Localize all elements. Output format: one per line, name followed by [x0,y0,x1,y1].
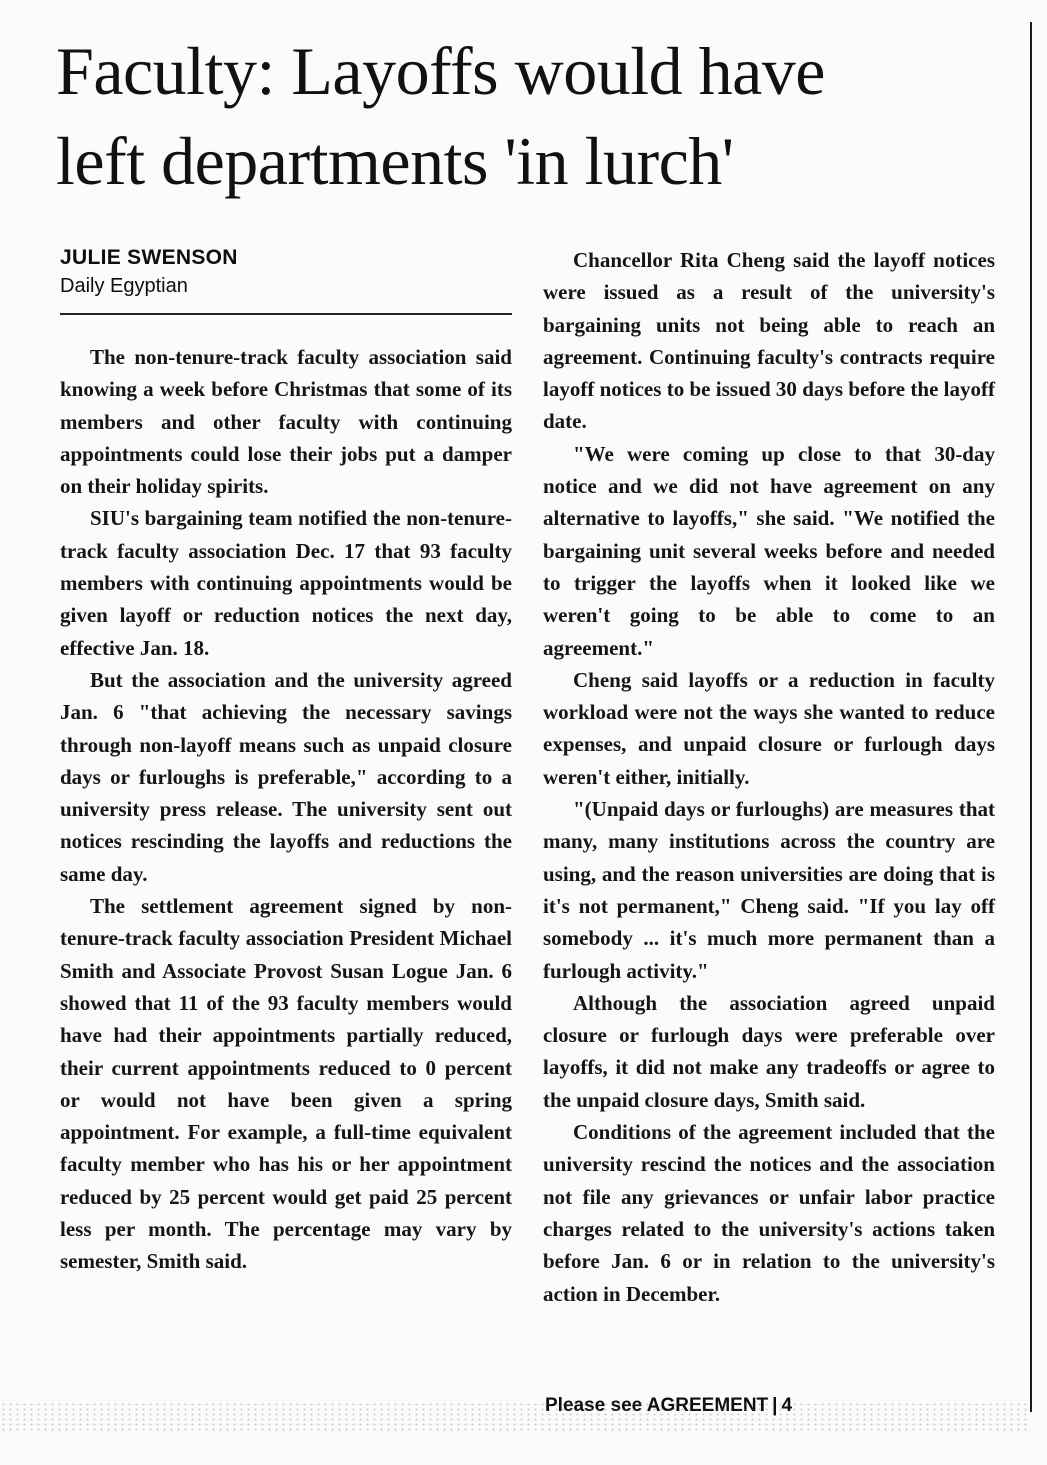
left-column [60,341,512,1278]
paragraph: But the association and the university agreed Jan. 6 "that achieving the necessary savings through non-layoff means such as unpaid closure days or furloughs is preferable," according to a university press release. The university sent out notices rescinding the layoffs and reductions the same day. [60,667,512,886]
headline [56,26,1026,206]
scan-noise [0,1402,1030,1432]
paragraph: Chancellor Rita Cheng said the layoff notices were issued as a result of the university's bargaining units not being able to reach an agreement. Continuing faculty's contracts require layoff notices to be issued 30 days before the layoff date. [543,248,995,434]
publication-name: Daily Egyptian [60,275,188,297]
byline-divider [60,313,512,315]
headline-line-1: Faculty: Layoffs would have [56,33,825,109]
author-name: JULIE SWENSON [60,246,238,269]
paragraph: The non-tenure-track faculty association said knowing a week before Christmas that some of its members and other faculty with continuing appointments could lose their jobs put a damper on their holiday spirits. [60,345,512,499]
paragraph: Cheng said layoffs or a reduction in faculty workload were not the ways she wanted to reduce expenses, and unpaid closure or furlough days weren't either, initially. [543,667,995,789]
jump-text: Please see AGREEMENT [545,1395,769,1416]
jump-page-number: 4 [781,1395,793,1416]
paragraph: "We were coming up close to that 30-day notice and we did not have agreement on any alternative to layoffs," she said. "We notified the bargaining unit several weeks before and needed to trigger the layoffs when it looked like we weren't going to be able to come to an agreement." [543,441,995,660]
paragraph: SIU's bargaining team notified the non-tenure-track faculty association Dec. 17 that 93 faculty members with continuing appointments would be given layoff or reduction notices the next day, effective Jan. 18. [60,506,512,660]
paragraph: "(Unpaid days or furloughs) are measures that many, many institutions across the country are using, and the reason universities are doing that is it's not permanent," Cheng said. "If you lay off somebody ... it's much more permanent than a furlough activity." [543,797,995,983]
right-column [543,244,995,1310]
byline [60,244,512,300]
headline-line-2: left departments 'in lurch' [56,123,734,199]
paragraph: Conditions of the agreement included that the university rescind the notices and the association not file any grievances or unfair labor practice charges related to the university's actions taken before Jan. 6 or in relation to the university's action in December. [543,1120,995,1306]
jump-separator: | [772,1395,778,1416]
column-rule [1030,22,1032,1412]
paragraph: The settlement agreement signed by non-tenure-track faculty association President Michael Smith and Associate Provost Susan Logue Jan. 6 showed that 11 of the 93 faculty members would have had their appointments partially reduced, their current appointments reduced to 0 percent or would not have been given a spring appointment. For example, a full-time equivalent faculty member who has his or her appointment reduced by 25 percent would get paid 25 percent less per month. The percentage may vary by semester, Smith said. [60,894,512,1274]
paragraph: Although the association agreed unpaid closure or furlough days were preferable over layoffs, it did not make any tradeoffs or agree to the unpaid closure days, Smith said. [543,990,995,1112]
